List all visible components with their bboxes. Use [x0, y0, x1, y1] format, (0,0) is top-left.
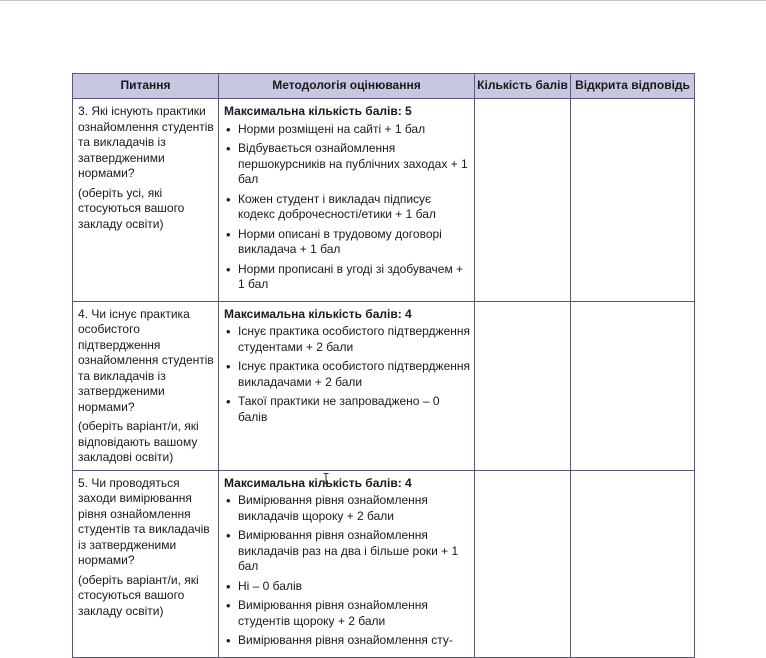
table-row [73, 470, 695, 657]
criterion-item: • Норми описані в трудовому договорі викладача + 1 бал [224, 227, 470, 258]
criteria-list [224, 493, 470, 649]
methodology-cell [219, 99, 475, 302]
top-divider [0, 0, 766, 1]
header-open-answer: Відкрита відповідь [571, 74, 695, 99]
criterion-item: • Ні – 0 балів [224, 579, 470, 595]
table-row [73, 301, 695, 470]
criterion-item: • Кожен студент і викладач підписує кодекс доброчесності/етики + 1 бал [224, 192, 470, 223]
criterion-item: • Вимірювання рівня ознайомлення сту- [224, 633, 470, 649]
header-question: Питання [73, 74, 219, 99]
criterion-item: • Вимірювання рівня ознайомлення викладачів щороку + 2 бали [224, 493, 470, 524]
criterion-item: • Вимірювання рівня ознайомлення студентів щороку + 2 бали [224, 598, 470, 629]
criterion-item: • Вимірювання рівня ознайомлення викладачів раз на два і більше роки + 1 бал [224, 528, 470, 575]
criterion-item: • Норми розміщені на сайті + 1 бал [224, 122, 470, 138]
assessment-table [72, 73, 695, 658]
header-methodology: Методологія оцінювання [219, 74, 475, 99]
open-answer-cell[interactable] [571, 99, 695, 302]
criteria-list [224, 324, 470, 425]
max-points: Максимальна кількість балів: 4 [224, 475, 412, 490]
criteria-list [224, 122, 470, 293]
criterion-item: • Відбувається ознайомлення першокурсників на публічних заходах + 1 бал [224, 141, 470, 188]
question-text: 4. Чи існує практика особистого підтвердження ознайомлення студентів та викладачів із затвердженими нормами? [78, 306, 214, 414]
max-points: Максимальна кількість балів: 4 [224, 306, 412, 321]
table-row [73, 99, 695, 302]
max-points: Максимальна кількість балів: 5 [224, 104, 412, 118]
open-answer-cell[interactable] [571, 301, 695, 470]
header-points: Кількість балів [475, 74, 571, 99]
text-cursor-icon [323, 473, 329, 484]
points-cell[interactable] [475, 99, 571, 302]
question-cell [73, 301, 219, 470]
question-note: (оберіть варіант/и, які відповідають вашому закладові освіти) [78, 419, 199, 464]
criterion-item: • Такої практики не запроваджено – 0 балів [224, 394, 470, 425]
criterion-item: • Існує практика особистого підтвердження студентами + 2 бали [224, 324, 470, 355]
criterion-item: • Існує практика особистого підтвердження викладачами + 2 бали [224, 359, 470, 390]
question-text: 3. Які існують практики ознайомлення студентів та викладачів із затвердженими нормами? [78, 104, 214, 180]
question-note: (оберіть варіант/и, які стосуються вашого закладу освіти) [78, 572, 199, 618]
question-cell [73, 99, 219, 302]
open-answer-cell[interactable] [571, 470, 695, 657]
header-row [73, 74, 695, 99]
question-text: 5. Чи проводяться заходи вимірювання рівня ознайомлення студентів та викладачів із затвердженими нормами? [78, 475, 210, 567]
methodology-cell [219, 470, 475, 657]
methodology-cell [219, 301, 475, 470]
points-cell[interactable] [475, 301, 571, 470]
points-cell[interactable] [475, 470, 571, 657]
question-note: (оберіть усі, які стосуються вашого закладу освіти) [78, 185, 185, 231]
question-cell [73, 470, 219, 657]
criterion-item: • Норми прописані в угоді зі здобувачем + 1 бал [224, 262, 470, 293]
